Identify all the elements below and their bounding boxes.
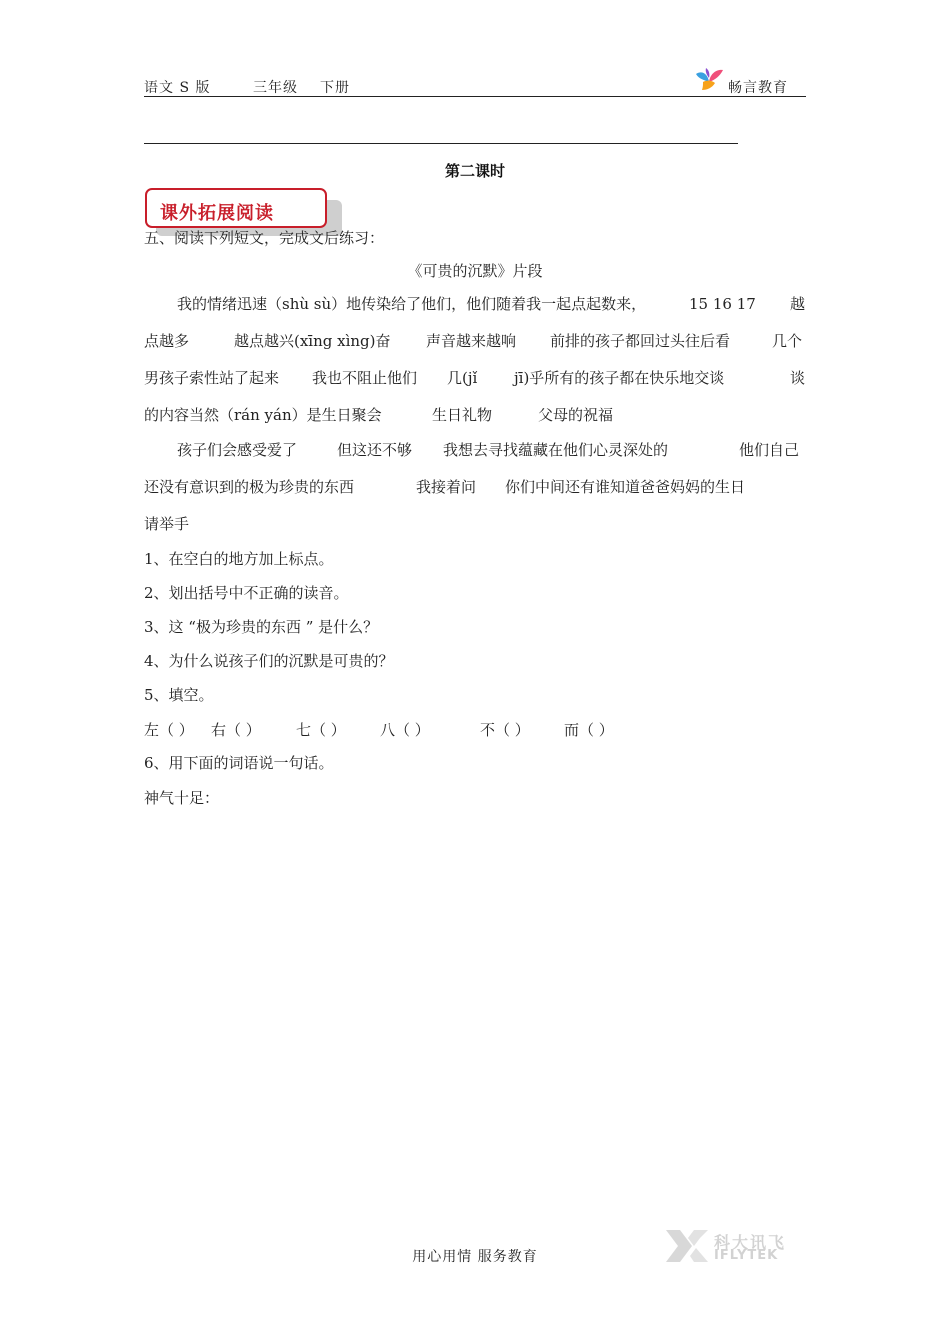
fill-blank-item[interactable]: 不（ ）	[480, 721, 530, 739]
question-6: 6、用下面的词语说一句话。	[144, 754, 334, 772]
passage-line: 的内容当然（rán yán）是生日聚会	[144, 406, 382, 424]
question-4: 4、为什么说孩子们的沉默是可贵的？	[144, 652, 394, 670]
passage-line: 几(jǐ	[447, 369, 478, 387]
passage-line: 但这还不够	[337, 441, 413, 459]
lesson-title: 第二课时	[444, 162, 505, 180]
passage-line-end: 他们自己	[739, 441, 800, 459]
passage-line: 我也不阻止他们	[312, 369, 418, 387]
brand-name: 畅言教育	[728, 80, 788, 96]
passage-line: 我想去寻找蕴藏在他们心灵深处的	[443, 441, 669, 459]
section-badge-label: 课外拓展阅读	[160, 203, 274, 224]
passage-line: 生日礼物	[432, 406, 493, 424]
passage-line: 声音越来越响	[426, 332, 517, 350]
fill-blank-item[interactable]: 右（ ）	[211, 721, 261, 739]
passage-line: 点越多	[144, 332, 190, 350]
passage-line: 请举手	[144, 515, 190, 533]
watermark-en: IFLYTEK	[714, 1248, 779, 1263]
fill-blank-item[interactable]: 八（ ）	[380, 721, 430, 739]
iflytek-logo-icon	[662, 1226, 712, 1266]
fill-blank-item[interactable]: 七（ ）	[296, 721, 346, 739]
passage-line: 你们中间还有谁知道爸爸妈妈的生日	[505, 478, 746, 496]
word-prompt: 神气十足：	[144, 789, 220, 807]
passage-line: 孩子们会感受爱了	[177, 441, 298, 459]
header-grade: 三年级	[253, 80, 298, 96]
question-3: 3、这 “极为珍贵的东西 ” 是什么？	[144, 618, 379, 636]
passage-line-end: 几个	[772, 332, 803, 350]
passage-line-numbers: 15 16 17	[689, 295, 756, 313]
fill-blank-item[interactable]: 而（ ）	[564, 721, 614, 739]
instruction: 五、阅读下列短文，完成文后练习：	[144, 229, 385, 247]
section-divider	[144, 143, 738, 144]
header-edition: 语文 S 版	[144, 80, 211, 96]
footer-slogan: 用心用情 服务教育	[412, 1249, 538, 1265]
question-5: 5、填空。	[144, 686, 214, 704]
passage-line: 前排的孩子都回过头往后看	[550, 332, 731, 350]
question-1: 1、在空白的地方加上标点。	[144, 550, 334, 568]
passage-line: 还没有意识到的极为珍贵的东西	[144, 478, 355, 496]
question-2: 2、划出括号中不正确的读音。	[144, 584, 349, 602]
bird-logo-icon	[694, 66, 724, 94]
fill-blank-item[interactable]: 左（ ）	[144, 721, 194, 739]
header-volume: 下册	[320, 80, 350, 96]
passage-line: 越点越兴(xīng xìng)奋	[234, 332, 391, 350]
passage-title: 《可贵的沉默》片段	[407, 262, 543, 280]
passage-line-end: 谈	[790, 369, 806, 387]
header-rule	[144, 96, 806, 97]
passage-line: 我接着问	[416, 478, 477, 496]
passage-line-end: 越	[790, 295, 806, 313]
passage-line: jī)乎所有的孩子都在快乐地交谈	[514, 369, 725, 387]
watermark-cn: 科大讯飞	[714, 1233, 787, 1252]
passage-line: 男孩子索性站了起来	[144, 369, 280, 387]
passage-line: 父母的祝福	[538, 406, 614, 424]
passage-line: 我的情绪迅速（shù sù）地传染给了他们，他们随着我一起点起数来，	[177, 295, 647, 313]
